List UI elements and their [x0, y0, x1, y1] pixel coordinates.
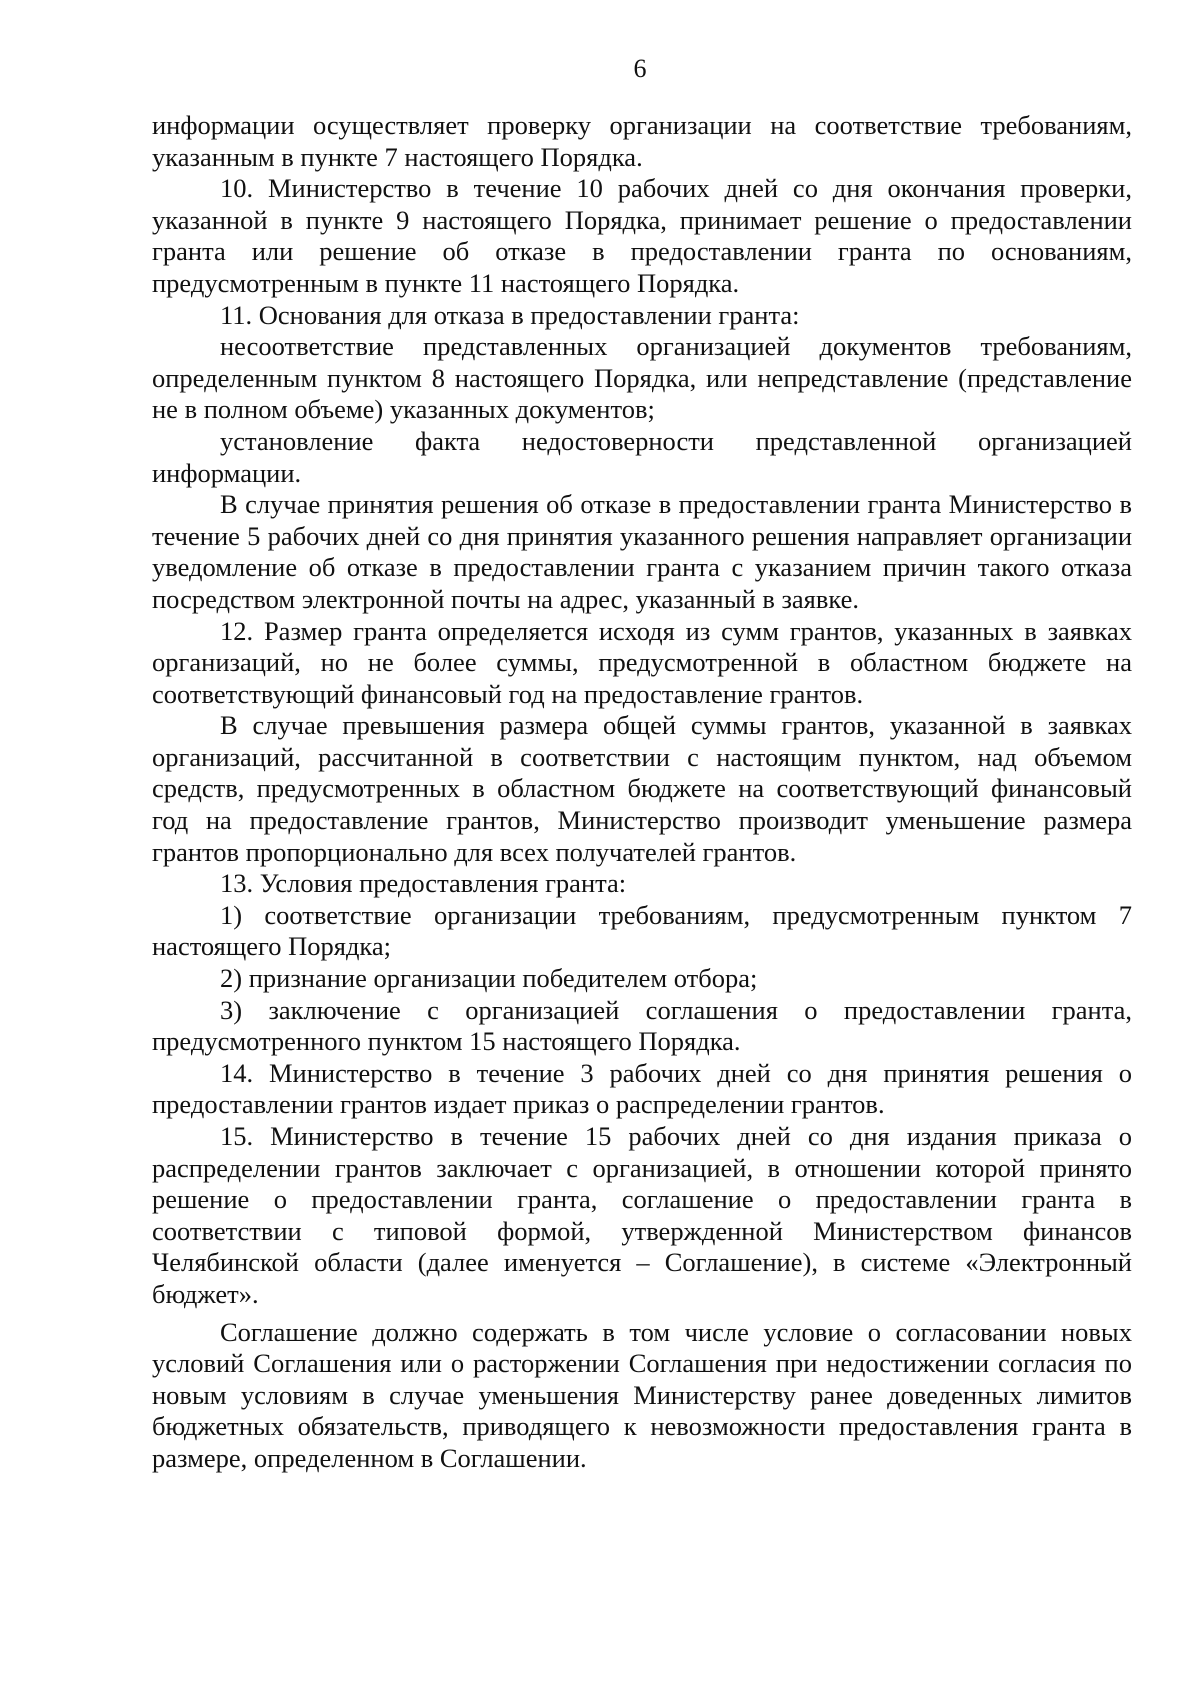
paragraph-agreement-terms: Соглашение должно содержать в том числе условие о согласовании новых условий Соглашения или о расторжении Соглашения при недостижении согласия по новым условиям в случае уменьшения Министерству ранее доведенных лимитов бюджетных обязательств, приводящего к невозможности предоставления гранта в размере, определенном в Соглашении. [152, 1316, 1132, 1473]
document-body [152, 110, 1132, 1475]
paragraph-item-12: 12. Размер гранта определяется исходя из сумм грантов, указанных в заявках организаций, но не более суммы, предусмотренной в областном бюджете на соответствующий финансовый год на предоставление грантов. [152, 615, 1132, 709]
page-number: 6 [633, 54, 647, 83]
paragraph-item-14: 14. Министерство в течение 3 рабочих дней со дня принятия решения о предоставлении грантов издает приказ о распределении грантов. [152, 1057, 1132, 1120]
paragraph-condition-2: 2) признание организации победителем отбора; [220, 963, 758, 994]
paragraph-item-15: 15. Министерство в течение 15 рабочих дней со дня издания приказа о распределении грантов заключает с организацией, в отношении которой принято решение о предоставлении гранта, соглашение о предоставлении гранта в соответствии с типовой формой, утвержденной Министерством финансов Челябинской области (далее именуется – Соглашение), в системе «Электронный бюджет». [152, 1121, 1132, 1309]
paragraph-item-11-heading: 11. Основания для отказа в предоставлении гранта: [220, 299, 800, 330]
paragraph-condition-1: 1) соответствие организации требованиям, предусмотренным пунктом 7 настоящего Порядка; [152, 899, 1132, 962]
paragraph-continuation: информации осуществляет проверку организации на соответствие требованиям, указанным в пункте 7 настоящего Порядка. [152, 110, 1132, 172]
paragraph-item-13-heading: 13. Условия предоставления гранта: [220, 868, 627, 899]
paragraph-item-10: 10. Министерство в течение 10 рабочих дней со дня окончания проверки, указанной в пункте 9 настоящего Порядка, принимает решение о предоставлении гранта или решение об отказе в предоставлении гранта по основаниям, предусмотренным в пункте 11 настоящего Порядка. [152, 173, 1132, 298]
paragraph-refusal-ground-2: установление факта недостоверности представленной организацией информации. [152, 425, 1132, 488]
paragraph-condition-3: 3) заключение с организацией соглашения о предоставлении гранта, предусмотренного пунктом 15 настоящего Порядка. [152, 994, 1132, 1057]
paragraph-refusal-ground-1: несоответствие представленных организацией документов требованиям, определенным пунктом 8 настоящего Порядка, или непредставление (представление не в полном объеме) указанных документов; [152, 331, 1132, 425]
paragraph-refusal-notification: В случае принятия решения об отказе в предоставлении гранта Министерство в течение 5 рабочих дней со дня принятия указанного решения направляет организации уведомление об отказе в предоставлении гранта с указанием причин такого отказа посредством электронной почты на адрес, указанный в заявке. [152, 489, 1132, 614]
paragraph-grant-reduction: В случае превышения размера общей суммы грантов, указанной в заявках организаций, рассчитанной в соответствии с настоящим пунктом, над объемом средств, предусмотренных в областном бюджете на соответствующий финансовый год на предоставление грантов, Министерство производит уменьшение размера грантов пропорционально для всех получателей грантов. [152, 710, 1132, 867]
